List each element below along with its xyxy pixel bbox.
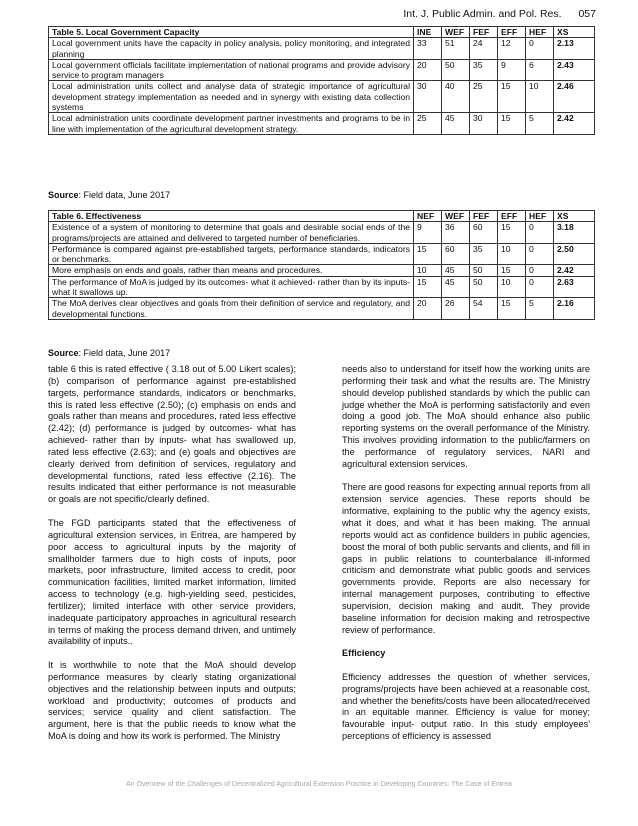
cell-score: 2.42 [554,265,595,276]
row-description: Performance is compared against pre-established targets, performance standards, indicators or benchmarks. [49,243,414,265]
column-header: XS [554,211,595,222]
cell-value: 0 [526,265,554,276]
cell-value: 50 [470,265,498,276]
table-5-local-government-capacity [48,26,595,135]
running-header [389,8,596,20]
cell-value: 40 [442,81,470,113]
column-header: NEF [414,211,442,222]
page-number: 057 [578,8,596,20]
cell-value: 35 [470,59,498,81]
table-row [49,298,595,320]
table-title: Table 5. Local Government Capacity [49,27,414,38]
cell-score: 2.13 [554,38,595,60]
left-column [48,364,296,755]
cell-value: 24 [470,38,498,60]
cell-value: 45 [442,113,470,135]
row-description: Local administration units collect and analyse data of strategic importance of agricultural development strategy implementation as needed and in synergy with existing data collection systems [49,81,414,113]
table-6-source [48,348,170,358]
cell-score: 2.16 [554,298,595,320]
cell-score: 2.50 [554,243,595,265]
cell-value: 25 [414,113,442,135]
cell-value: 50 [442,59,470,81]
cell-score: 2.63 [554,276,595,298]
cell-value: 0 [526,276,554,298]
column-header: HEF [526,27,554,38]
cell-value: 33 [414,38,442,60]
cell-value: 6 [526,59,554,81]
cell-value: 45 [442,276,470,298]
column-header: WEF [442,27,470,38]
cell-value: 9 [414,222,442,244]
source-text: : Field data, June 2017 [78,190,171,200]
table-row [49,113,595,135]
source-label: Source [48,190,79,200]
cell-value: 15 [498,265,526,276]
cell-score: 2.46 [554,81,595,113]
cell-value: 10 [414,265,442,276]
row-description: The MoA derives clear objectives and goals from their definition of service and regulatory, and developmental functions. [49,298,414,320]
source-text: : Field data, June 2017 [78,348,171,358]
cell-value: 5 [526,298,554,320]
cell-value: 26 [442,298,470,320]
cell-value: 15 [498,222,526,244]
cell-score: 2.43 [554,59,595,81]
column-header: INE [414,27,442,38]
cell-value: 10 [526,81,554,113]
body-paragraph: needs also to understand for itself how the working units are performing their task and what the results are. The Ministry should develop published standards by which the public can judge whether the MoA is performing satisfactorily and even doing a good job. The MoA should enhance also public reporting systems on the overall performance of the Ministry. This involves providing information to the public/farmers on the performance of regulatory services, NARI and agricultural extension services. [342,364,590,469]
cell-value: 50 [470,276,498,298]
row-description: Local administration units coordinate development partner investments and programs to be in line with implementation of the agricultural development strategy. [49,113,414,135]
body-paragraph: The FGD participants stated that the effectiveness of agricultural extension services, in Eritrea, are hampered by poor access to agricultural inputs by the majority of smallholder farmers due to high costs of inputs, poor markets, poor infrastructure, limited access to credit, poor communication facilities, limited market information, limited access to technology (e.g. high-yielding seed, pesticides, fertilizer); limited interface with other service providers, inadequate participatory approaches in agricultural research in terms of making the process demand driven, and untimely availability of inputs.. [48,517,296,647]
cell-value: 12 [498,38,526,60]
cell-value: 5 [526,113,554,135]
table-row [49,59,595,81]
table-header-row [49,211,595,222]
cell-value: 51 [442,38,470,60]
table-row [49,222,595,244]
column-header: HEF [526,211,554,222]
cell-score: 3.18 [554,222,595,244]
body-paragraph: It is worthwhile to note that the MoA should develop performance measures by clearly stating organizational objectives and the relationship between inputs and outputs; workload and productivity; outcomes of products and services; service quality and client satisfaction. The argument, here is that the public needs to know what the MoA is doing and how its work is performed. The Ministry [48,660,296,742]
table-title: Table 6. Effectiveness [49,211,414,222]
table-row [49,243,595,265]
cell-value: 30 [470,113,498,135]
cell-value: 10 [498,243,526,265]
cell-value: 10 [498,276,526,298]
cell-value: 20 [414,59,442,81]
cell-value: 54 [470,298,498,320]
cell-value: 15 [414,276,442,298]
cell-value: 25 [470,81,498,113]
cell-score: 2.42 [554,113,595,135]
table-row [49,81,595,113]
journal-name: Int. J. Public Admin. and Pol. Res. [403,8,562,20]
cell-value: 15 [498,81,526,113]
table-6-effectiveness [48,210,595,320]
column-header: FEF [470,27,498,38]
body-paragraph: Efficiency addresses the question of whether services, programs/projects have been achieved at a reasonable cost, and whether the benefits/costs have been allocated/received in an equitable manner. Efficiency is value for money; favourable input- output ratio. In this study employees' perceptions of efficiency is assessed [342,671,590,742]
body-paragraph: table 6 this is rated effective ( 3.18 out of 5.00 Likert scales); (b) comparison of performance against pre-established targets, performance standards, indicators or benchmarks, this is rated less effective (2.50); (c) emphasis on ends and goals rather than means and procedures, rated less effective (2.42); (d) performance is judged by outcomes- what has achieved- rather than by inputs- what has swallowed up, rated less effective (2.63); and (e) goals and objectives are clearly derived from definition of services, regulatory and developmental functions, rated less effective (2.16). The results indicated that either performance is not measurable or goals are not specific/clearly defined. [48,364,296,505]
source-label: Source [48,348,79,358]
column-header: FEF [470,211,498,222]
row-description: Existence of a system of monitoring to determine that goals and desirable social ends of the programs/projects are attained and delivered to targeted number of beneficiaries. [49,222,414,244]
cell-value: 15 [498,298,526,320]
table-5-source [48,190,170,200]
cell-value: 15 [498,113,526,135]
cell-value: 35 [470,243,498,265]
table-header-row [49,27,595,38]
cell-value: 9 [498,59,526,81]
row-description: Local government units have the capacity in policy analysis, policy monitoring, and integrated planning [49,38,414,60]
cell-value: 0 [526,243,554,265]
column-header: EFF [498,27,526,38]
cell-value: 20 [414,298,442,320]
column-header: XS [554,27,595,38]
running-footer: An Overview of the Challenges of Decentralized Agricultural Extension Practice in Developing Countries: The Case of Eritrea [126,781,512,788]
right-column [342,364,590,755]
cell-value: 60 [470,222,498,244]
column-header: WEF [442,211,470,222]
table-row [49,265,595,276]
column-header: EFF [498,211,526,222]
section-heading: Efficiency [342,648,386,659]
row-description: The performance of MoA is judged by its outcomes- what it achieved- rather than by its inputs- what it swallows up. [49,276,414,298]
cell-value: 30 [414,81,442,113]
table-row [49,38,595,60]
table-row [49,276,595,298]
cell-value: 0 [526,222,554,244]
cell-value: 0 [526,38,554,60]
cell-value: 60 [442,243,470,265]
cell-value: 36 [442,222,470,244]
cell-value: 15 [414,243,442,265]
row-description: Local government officials facilitate implementation of national programs and provide advisory service to program managers [49,59,414,81]
cell-value: 45 [442,265,470,276]
row-description: More emphasis on ends and goals, rather than means and procedures. [49,265,414,276]
body-paragraph: There are good reasons for expecting annual reports from all extension service agencies. These reports should be informative, explaining to the public why the agency exists, what it does, and what it has been making. The annual reports would act as confidence builders in public agencies, boost the moral of both public servants and clients, and fill in gaps in public relations to counterbalance ill-informed criticism and demonstrate what public goods and services governments provide. Reports are also necessary for internal management purposes, contributing to effective supervision, decision making and audit. They provide baseline information for decision making and retrospective review of performance. [342,482,590,635]
